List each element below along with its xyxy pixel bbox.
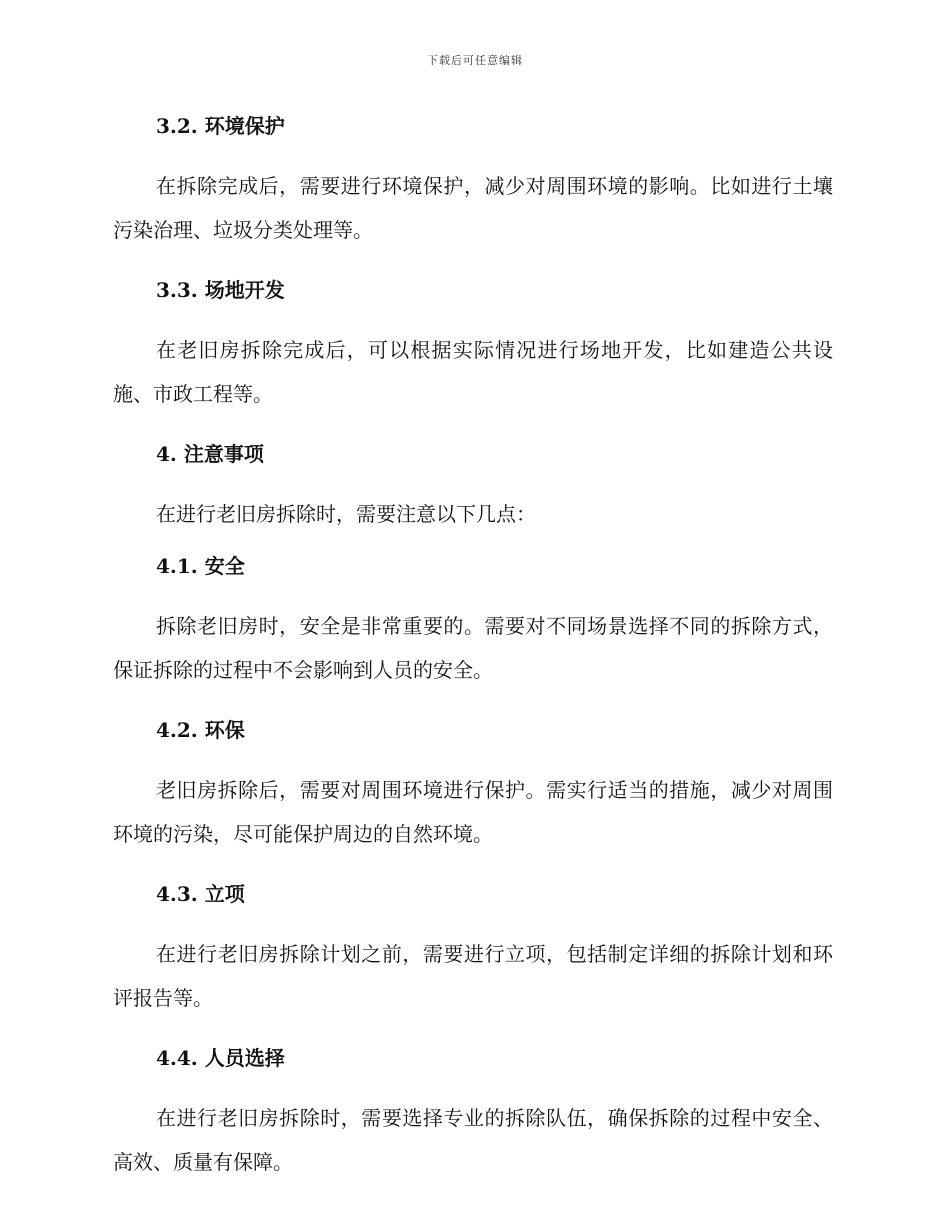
section-paragraph-4-3: 在进行老旧房拆除计划之前，需要进行立项，包括制定详细的拆除计划和环评报告等。	[113, 942, 833, 1010]
section-heading-4-3: 4.3. 立项	[156, 882, 245, 906]
section-paragraph-4-4: 在进行老旧房拆除时，需要选择专业的拆除队伍，确保拆除的过程中安全、高效、质量有保障。	[113, 1106, 833, 1174]
section-heading-4: 4. 注意事项	[156, 442, 264, 466]
section-heading-3-3: 3.3. 场地开发	[156, 278, 285, 302]
page-header-note: 下载后可任意编辑	[427, 54, 523, 67]
section-heading-4-4: 4.4. 人员选择	[156, 1046, 285, 1070]
section-paragraph-4-1: 拆除老旧房时，安全是非常重要的。需要对不同场景选择不同的拆除方式，保证拆除的过程中不会影响到人员的安全。	[113, 614, 833, 682]
section-paragraph-4: 在进行老旧房拆除时，需要注意以下几点：	[156, 502, 536, 526]
document-body	[113, 110, 833, 1206]
section-paragraph-3-2: 在拆除完成后，需要进行环境保护，减少对周围环境的影响。比如进行土壤污染治理、垃圾分类处理等。	[113, 174, 833, 242]
section-paragraph-4-2: 老旧房拆除后，需要对周围环境进行保护。需实行适当的措施，减少对周围环境的污染，尽可能保护周边的自然环境。	[113, 778, 833, 846]
section-heading-3-2: 3.2. 环境保护	[156, 114, 285, 138]
section-heading-4-2: 4.2. 环保	[156, 718, 245, 742]
section-heading-4-1: 4.1. 安全	[156, 554, 245, 578]
section-paragraph-3-3: 在老旧房拆除完成后，可以根据实际情况进行场地开发，比如建造公共设施、市政工程等。	[113, 338, 833, 406]
